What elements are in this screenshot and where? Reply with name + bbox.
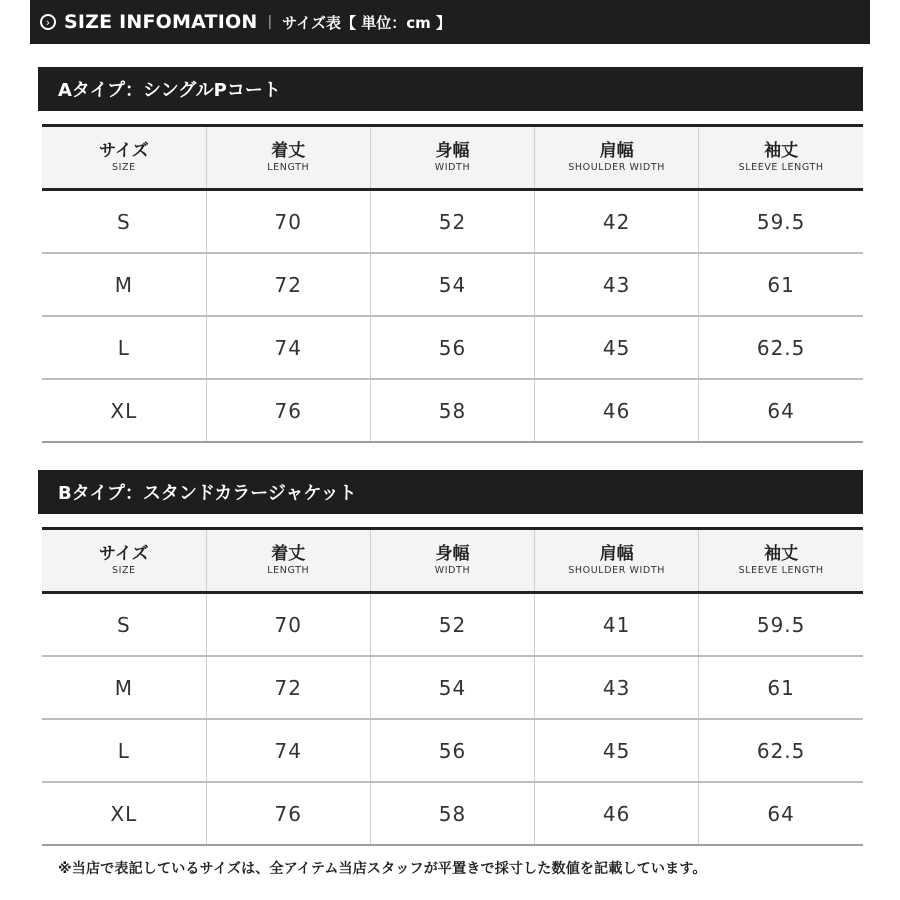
table-cell: S	[42, 190, 206, 254]
table-cell: 46	[535, 379, 699, 442]
header-separator: |	[267, 14, 273, 30]
table-row	[42, 656, 863, 719]
column-header: サイズ SIZE	[42, 126, 206, 190]
table-row	[42, 190, 863, 254]
size-table	[42, 527, 863, 846]
table-cell: 56	[370, 316, 534, 379]
table-cell: 42	[535, 190, 699, 254]
column-header: 身幅 WIDTH	[370, 529, 534, 593]
table-cell: 62.5	[699, 719, 863, 782]
table-cell: 61	[699, 656, 863, 719]
table-cell: M	[42, 253, 206, 316]
table-cell: 59.5	[699, 593, 863, 657]
page-title: SIZE INFOMATION	[64, 11, 258, 33]
table-cell: 64	[699, 782, 863, 845]
column-header: 着丈 LENGTH	[206, 126, 370, 190]
unit-label: サイズ表【 単位：cm 】	[282, 13, 451, 32]
table-row	[42, 316, 863, 379]
table-cell: 56	[370, 719, 534, 782]
table-cell: 43	[535, 253, 699, 316]
table-cell: XL	[42, 379, 206, 442]
table-cell: XL	[42, 782, 206, 845]
size-section-b	[38, 470, 863, 846]
page-header	[30, 0, 870, 44]
table-cell: 72	[206, 656, 370, 719]
table-cell: 52	[370, 593, 534, 657]
size-table	[42, 124, 863, 443]
column-header: 着丈 LENGTH	[206, 529, 370, 593]
table-cell: 76	[206, 379, 370, 442]
table-cell: 54	[370, 253, 534, 316]
table-cell: L	[42, 719, 206, 782]
table-cell: 64	[699, 379, 863, 442]
table-row	[42, 719, 863, 782]
table-cell: 46	[535, 782, 699, 845]
table-cell: 41	[535, 593, 699, 657]
table-cell: S	[42, 593, 206, 657]
table-cell: 43	[535, 656, 699, 719]
table-cell: 59.5	[699, 190, 863, 254]
table-cell: 74	[206, 316, 370, 379]
footnote: ※当店で表記しているサイズは、全アイテム当店スタッフが平置きで採寸した数値を記載しています。	[58, 861, 707, 877]
column-header: 袖丈 SLEEVE LENGTH	[699, 529, 863, 593]
table-cell: 58	[370, 782, 534, 845]
table-cell: M	[42, 656, 206, 719]
table-cell: 74	[206, 719, 370, 782]
table-cell: 72	[206, 253, 370, 316]
table-cell: 76	[206, 782, 370, 845]
table-cell: 45	[535, 316, 699, 379]
table-row	[42, 253, 863, 316]
table-cell: L	[42, 316, 206, 379]
table-cell: 70	[206, 190, 370, 254]
table-header-row	[42, 529, 863, 593]
chevron-right-circle-icon: ›	[40, 14, 56, 30]
table-cell: 54	[370, 656, 534, 719]
column-header: 袖丈 SLEEVE LENGTH	[699, 126, 863, 190]
table-row	[42, 593, 863, 657]
table-cell: 52	[370, 190, 534, 254]
table-cell: 70	[206, 593, 370, 657]
table-cell: 61	[699, 253, 863, 316]
section-title: Aタイプ：シングルPコート	[38, 67, 863, 111]
column-header: 身幅 WIDTH	[370, 126, 534, 190]
column-header: サイズ SIZE	[42, 529, 206, 593]
table-cell: 45	[535, 719, 699, 782]
table-cell: 62.5	[699, 316, 863, 379]
section-title: Bタイプ：スタンドカラージャケット	[38, 470, 863, 514]
table-row	[42, 782, 863, 845]
table-header-row	[42, 126, 863, 190]
size-section-a	[38, 67, 863, 443]
table-row	[42, 379, 863, 442]
column-header: 肩幅 SHOULDER WIDTH	[535, 529, 699, 593]
table-cell: 58	[370, 379, 534, 442]
column-header: 肩幅 SHOULDER WIDTH	[535, 126, 699, 190]
